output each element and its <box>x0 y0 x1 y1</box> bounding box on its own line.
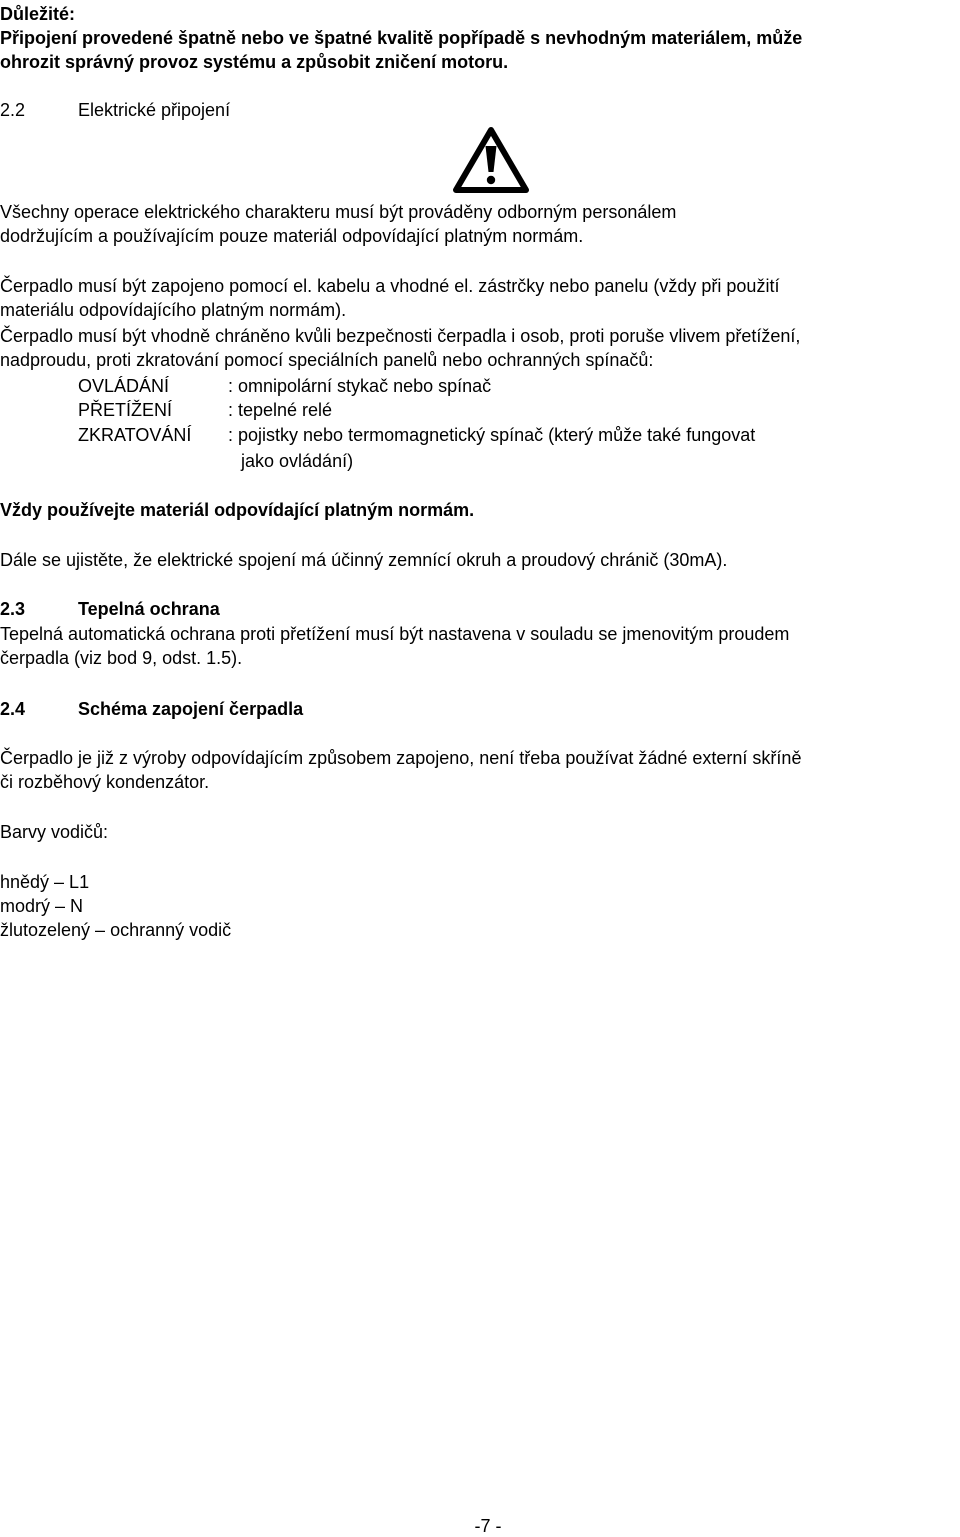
earthing-note: Dále se ujistěte, že elektrické spojení má účinný zemnící okruh a proudový chránič (30mA). <box>0 550 728 570</box>
connection-line-2: materiálu odpovídajícího platným normám). <box>0 300 347 320</box>
section-2-2-intro <box>0 200 960 248</box>
intro-line-1: Všechny operace elektrického charakteru musí být prováděny odborným personálem <box>0 202 677 222</box>
section-2-4-text <box>0 746 960 794</box>
protection-item-term: ZKRATOVÁNÍ <box>78 425 192 445</box>
important-line-1: Připojení provedené špatně nebo ve špatné kvalitě popřípadě s nevhodným materiálem, může <box>0 28 803 48</box>
section-2-2-heading <box>0 98 960 122</box>
section-number: 2.3 <box>0 599 26 619</box>
protection-item-desc: : omnipolární stykač nebo spínač <box>228 376 492 396</box>
section-number: 2.2 <box>0 100 26 120</box>
protection-item-continuation: jako ovládání) <box>241 451 354 471</box>
wire-color-list <box>0 870 960 942</box>
section-2-2-protection-paragraph <box>0 324 960 372</box>
protection-item-term: PŘETÍŽENÍ <box>78 400 173 420</box>
connection-line-1: Čerpadlo musí být zapojeno pomocí el. kabelu a vhodné el. zástrčky nebo panelu (vždy při použití <box>0 276 780 296</box>
page-number: -7 - <box>474 1516 502 1536</box>
section-2-3-text <box>0 622 960 670</box>
important-label: Důležité: <box>0 4 76 24</box>
protection-item <box>78 398 332 422</box>
wiring-line-2: či rozběhový kondenzátor. <box>0 772 210 792</box>
section-2-2-connection-paragraph <box>0 274 960 322</box>
important-line-2: ohrozit správný provoz systému a způsobit zničení motoru. <box>0 52 509 72</box>
important-note <box>0 2 960 74</box>
section-title: Tepelná ochrana <box>78 599 220 619</box>
protection-line-2: nadproudu, proti zkratování pomocí speciálních panelů nebo ochranných spínačů: <box>0 350 654 370</box>
wiring-line-1: Čerpadlo je již z výroby odpovídajícím způsobem zapojeno, není třeba používat žádné externí skříně <box>0 748 802 768</box>
thermal-line-2: čerpadla (viz bod 9, odst. 1.5). <box>0 648 243 668</box>
warning-triangle-icon <box>452 126 530 194</box>
protection-item-term: OVLÁDÁNÍ <box>78 376 170 396</box>
protection-item-desc: : tepelné relé <box>228 400 333 420</box>
always-use-note: Vždy používejte materiál odpovídající platným normám. <box>0 500 475 520</box>
list-item: žlutozelený – ochranný vodič <box>0 920 232 940</box>
section-title: Elektrické připojení <box>78 100 231 120</box>
intro-line-2: dodržujícím a používajícím pouze materiál odpovídající platným normám. <box>0 226 584 246</box>
wire-colors-label: Barvy vodičů: <box>0 822 109 842</box>
section-number: 2.4 <box>0 699 26 719</box>
list-item: hnědý – L1 <box>0 872 90 892</box>
section-2-3-heading <box>0 597 960 621</box>
section-2-4-heading <box>0 697 960 721</box>
protection-item <box>78 423 755 447</box>
protection-item-desc: : pojistky nebo termomagnetický spínač (který může také fungovat <box>228 425 756 445</box>
list-item: modrý – N <box>0 896 84 916</box>
protection-item <box>78 374 491 398</box>
protection-line-1: Čerpadlo musí být vhodně chráněno kvůli bezpečnosti čerpadla i osob, proti poruše vlivem přetížení, <box>0 326 801 346</box>
thermal-line-1: Tepelná automatická ochrana proti přetížení musí být nastavena v souladu se jmenovitým proudem <box>0 624 790 644</box>
section-title: Schéma zapojení čerpadla <box>78 699 304 719</box>
